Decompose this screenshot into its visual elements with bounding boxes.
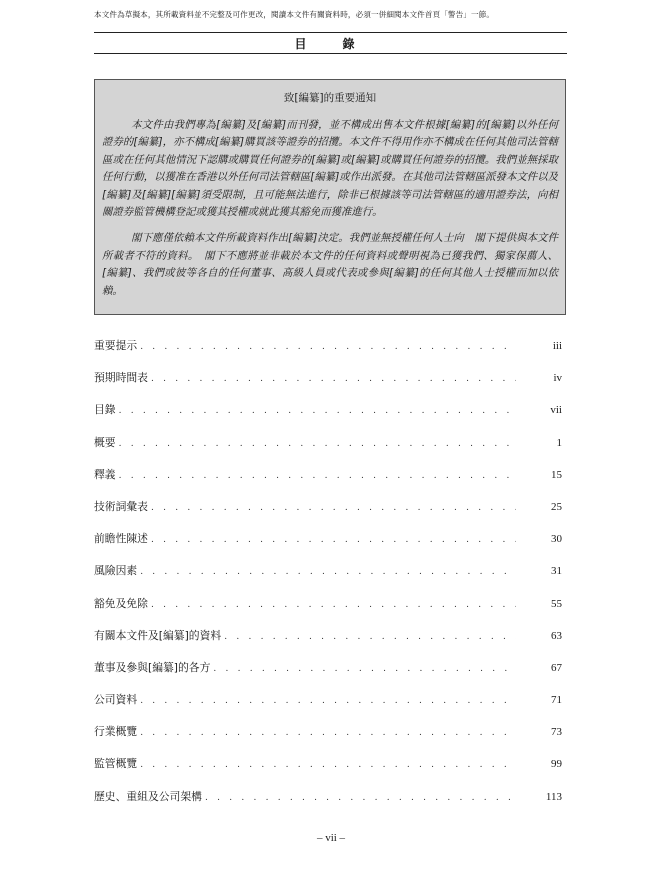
notice-title: 致[編纂]的重要通知 — [283, 92, 377, 104]
toc-entry-label: 預期時間表 — [94, 371, 148, 385]
toc-leader-dots — [213, 664, 516, 674]
toc-entry-label: 董事及參與[編纂]的各方 — [94, 660, 211, 674]
toc-entry-label: 釋義 — [94, 467, 116, 481]
toc-entry-page: iv — [553, 372, 562, 385]
toc-entry-page: 113 — [545, 790, 562, 803]
toc-entry[interactable] — [94, 596, 562, 628]
toc-leader-dots — [140, 696, 516, 706]
toc-entry[interactable] — [94, 692, 562, 724]
toc-leader-dots — [151, 535, 516, 545]
toc-entry-page: 73 — [551, 726, 562, 739]
toc-leader-dots — [140, 728, 516, 738]
toc-entry-page: 15 — [551, 468, 562, 481]
toc-entry-label: 歷史、重組及公司架構 — [94, 789, 202, 803]
toc-entry[interactable] — [94, 499, 562, 531]
title-top-rule — [94, 32, 567, 33]
important-notice-box — [94, 79, 566, 315]
toc-leader-dots — [140, 567, 516, 577]
toc-leader-dots — [140, 760, 516, 770]
toc-entry[interactable] — [94, 338, 562, 370]
toc-entry-label: 目錄 — [94, 403, 116, 417]
toc-entry-page: 30 — [551, 533, 562, 546]
toc-leader-dots — [119, 406, 516, 416]
toc-entry[interactable] — [94, 563, 562, 595]
toc-entry-page: 99 — [551, 758, 562, 771]
toc-leader-dots — [119, 471, 516, 481]
toc-leader-dots — [151, 600, 516, 610]
title-bottom-rule — [94, 53, 567, 54]
toc-entry-label: 行業概覽 — [94, 725, 138, 739]
toc-leader-dots — [205, 793, 516, 803]
page-number: – vii – — [316, 832, 346, 844]
toc-entry[interactable] — [94, 660, 562, 692]
page-title: 目 錄 — [294, 37, 367, 51]
toc-entry-label: 風險因素 — [94, 564, 138, 578]
toc-entry[interactable] — [94, 402, 562, 434]
toc-entry-page: 31 — [551, 565, 562, 578]
toc-entry[interactable] — [94, 789, 562, 821]
draft-warning-header: 本文件為草擬本，其所載資料並不完整及可作更改，閱讀本文件有關資料時，必須一併細閱本文件首頁「警告」一節。 — [94, 10, 495, 19]
toc-entry-page: 67 — [551, 661, 562, 674]
toc-entry[interactable] — [94, 435, 562, 467]
toc-entry-label: 公司資料 — [94, 693, 138, 707]
toc-entry-label: 概要 — [94, 435, 116, 449]
toc-entry-label: 豁免及免除 — [94, 596, 148, 610]
toc-leader-dots — [140, 342, 516, 352]
toc-entry-page: 63 — [551, 629, 562, 642]
toc-entry-label: 有關本文件及[編纂]的資料 — [94, 628, 222, 642]
table-of-contents — [94, 338, 562, 821]
toc-entry[interactable] — [94, 724, 562, 756]
toc-leader-dots — [151, 374, 516, 384]
toc-entry[interactable] — [94, 756, 562, 788]
notice-paragraph-2: 閣下應僅依賴本文件所載資料作出[編纂]決定。我們並無授權任何人士向 閣下提供與本文件所載者不符的資料。 閣下不應將並非載於本文件的任何資料或聲明視為已獲我們、獨家保薦人、[編纂]、我們或彼等各自的任何董事、高級人員或代表或參與[編纂]的任何其他人士授權而加以依賴。 — [102, 232, 558, 297]
toc-entry[interactable] — [94, 467, 562, 499]
toc-entry-page: 25 — [551, 500, 562, 513]
toc-entry-page: 1 — [556, 436, 562, 449]
toc-entry-page: 71 — [551, 694, 562, 707]
toc-entry-label: 重要提示 — [94, 339, 138, 352]
toc-entry-page: 55 — [551, 597, 562, 610]
toc-entry-label: 前瞻性陳述 — [94, 532, 148, 546]
toc-entry[interactable] — [94, 628, 562, 660]
toc-entry[interactable] — [94, 531, 562, 563]
toc-entry-label: 監管概覽 — [94, 757, 138, 771]
toc-leader-dots — [224, 632, 516, 642]
toc-entry-page: iii — [552, 340, 562, 352]
toc-leader-dots — [151, 503, 516, 513]
toc-leader-dots — [119, 439, 516, 449]
toc-entry-label: 技術詞彙表 — [94, 499, 148, 513]
notice-paragraph-1: 本文件由我們專為[編纂]及[編纂]而刊發，並不構成出售本文件根據[編纂]的[編纂]以外任何證券的[編纂]，亦不構成[編纂]購買該等證券的招攬。本文件不得用作亦不構成在任何其他司法管轄區或在任何其他情況下認購或購買任何證券的[編纂]或[編纂]或購買任何證券的招攬。我們並無採取任何行動，以獲准在香港以外任何司法管轄區[編纂]或作出派發。在其他司法管轄區派發本文件以及[編纂]及[編纂][編纂]須受限制，且可能無法進行，除非已根據該等司法管轄區的適用證券法，向相關證券監管機構登記或獲其授權或就此獲其豁免而獲准進行。 — [102, 119, 558, 219]
toc-entry-page: vii — [550, 404, 562, 417]
toc-entry[interactable] — [94, 370, 562, 402]
